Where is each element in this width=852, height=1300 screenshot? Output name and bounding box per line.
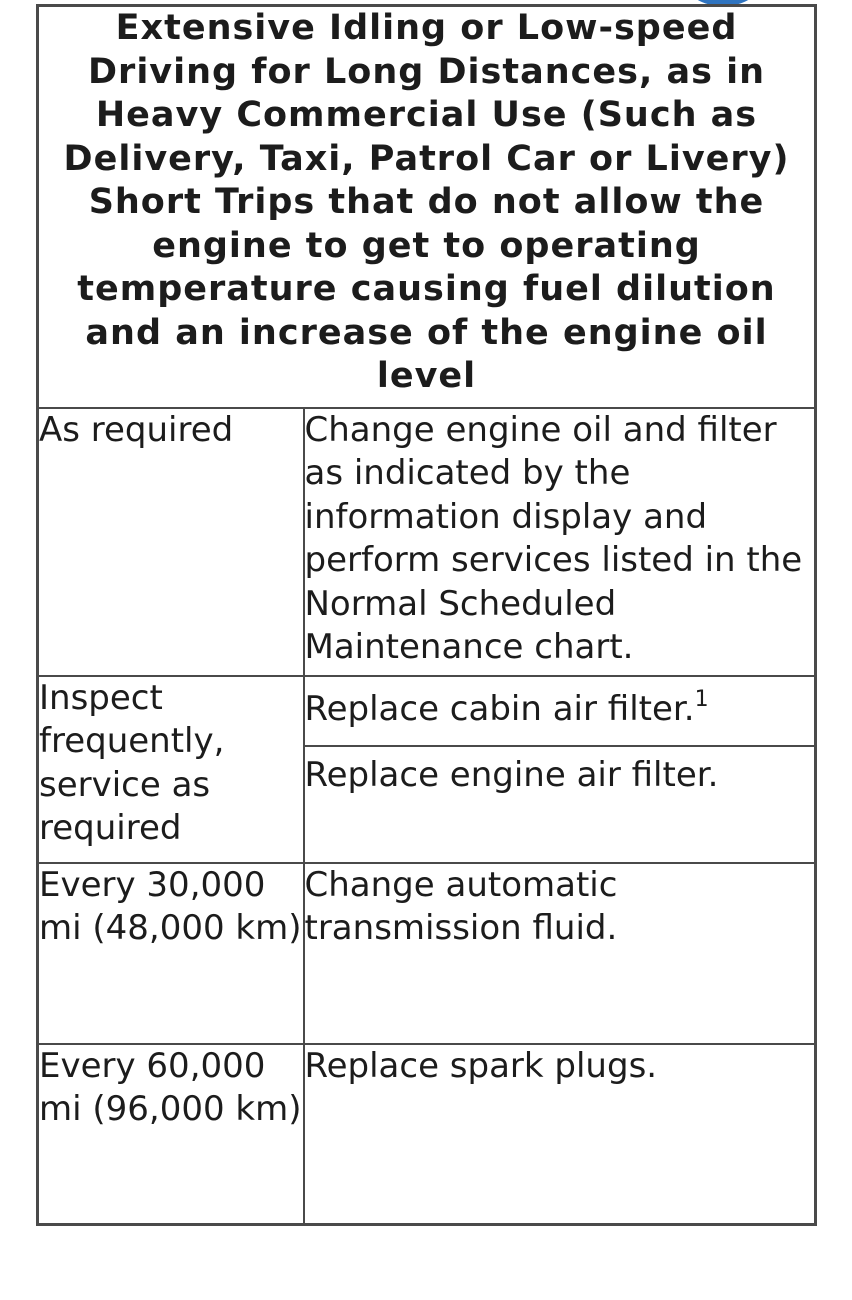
task-cell: Replace engine air filter. bbox=[304, 746, 816, 863]
interval-cell: As required bbox=[38, 408, 304, 676]
task-cell: Change automatic transmission fluid. bbox=[304, 863, 816, 1044]
interval-cell: Every 30,000 mi (48,000 km) bbox=[38, 863, 304, 1044]
table-header-row bbox=[38, 6, 816, 408]
table-row bbox=[38, 676, 816, 746]
table-title: Extensive Idling or Low-speed Driving for Long Distances, as in Heavy Commercial Use (Such as Delivery, Taxi, Patrol Car or Livery) Short Trips that do not allow the engine to get to operating temperature causing fuel dilution and an increase of the engine oil level bbox=[38, 6, 816, 408]
footnote-marker: 1 bbox=[694, 686, 709, 712]
table-row bbox=[38, 1044, 816, 1225]
task-text: Replace cabin air filter. bbox=[304, 688, 695, 729]
maintenance-schedule-table bbox=[36, 4, 817, 1226]
table-row bbox=[38, 408, 816, 676]
task-cell: Replace spark plugs. bbox=[304, 1044, 816, 1225]
interval-cell: Inspect frequently, service as required bbox=[38, 676, 304, 863]
interval-cell: Every 60,000 mi (96,000 km) bbox=[38, 1044, 304, 1225]
task-cell: Change engine oil and filter as indicated by the information display and perform services listed in the Normal Scheduled Maintenance chart. bbox=[304, 408, 816, 676]
table-row bbox=[38, 863, 816, 1044]
task-cell bbox=[304, 676, 816, 746]
